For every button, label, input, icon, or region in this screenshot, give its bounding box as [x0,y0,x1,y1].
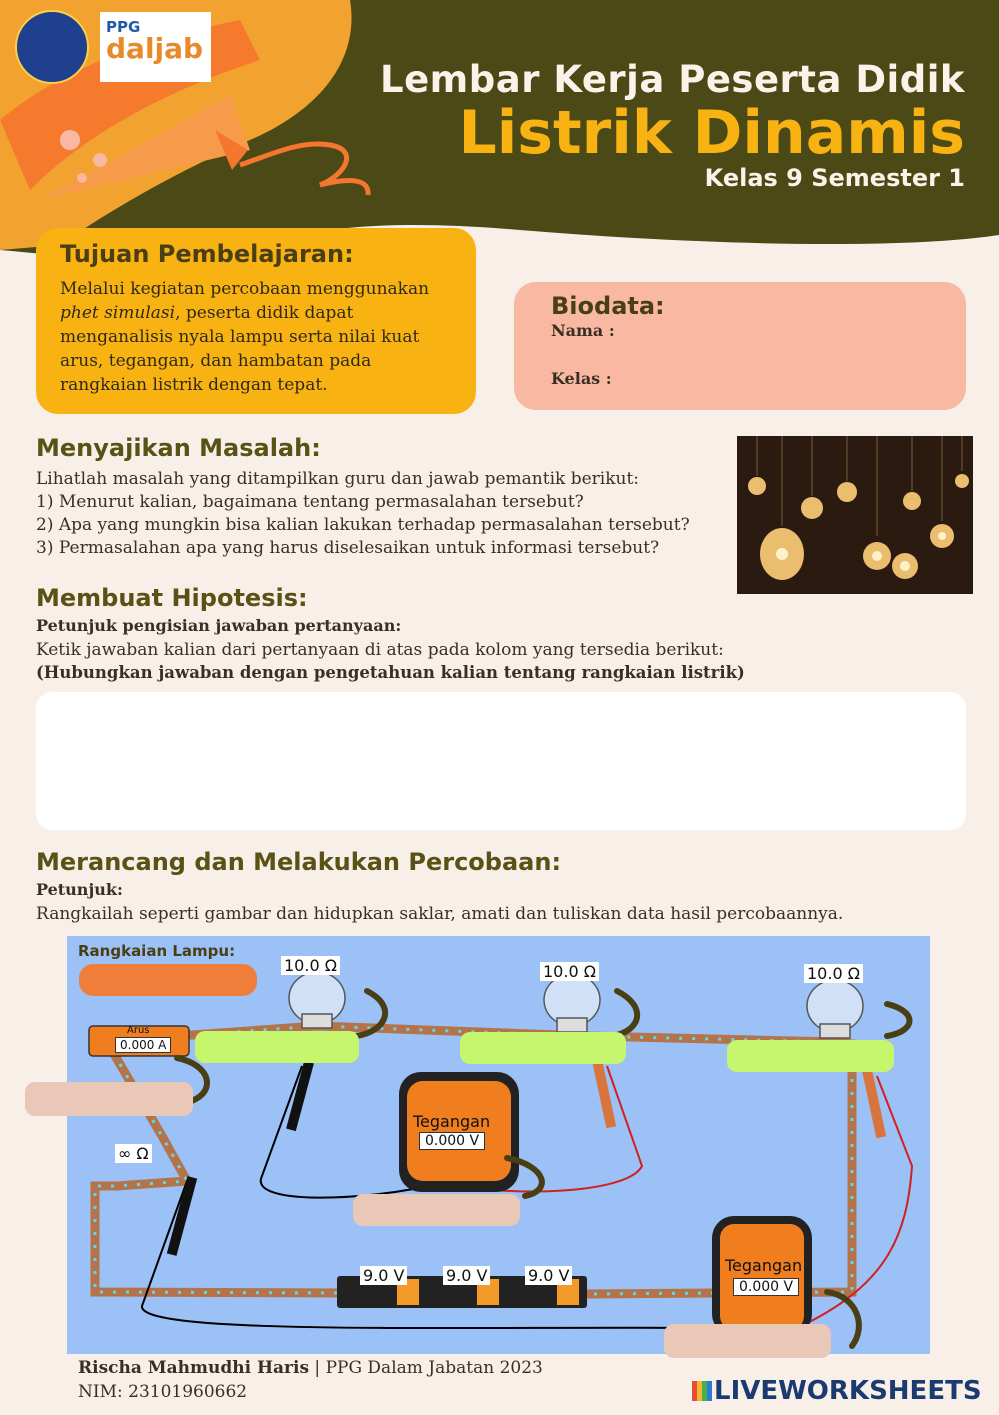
name-label: Nama : [551,321,615,340]
battery-1-voltage: 9.0 V [360,1266,407,1285]
bulb-1-resistance: 10.0 Ω [281,956,340,975]
hypothesis-instruction-heading: Petunjuk pengisian jawaban pertanyaan: [36,616,402,635]
university-logo [15,10,89,84]
learning-objective-text: Melalui kegiatan percobaan menggunakan phet simulasi, peserta didik dapat menganalisis nyala lampu serta nilai kuat arus, tegangan, dan hambatan pada rangkaian listrik dengan tepat. [60,279,430,395]
ammeter-value: 0.000 A [115,1037,171,1053]
hypothesis-answer-field[interactable] [36,692,966,830]
light-bulbs-photo [737,436,973,594]
bulb-2-resistance: 10.0 Ω [540,962,599,981]
battery-2-voltage: 9.0 V [443,1266,490,1285]
author-credit: Rischa Mahmudhi Haris | PPG Dalam Jabatan 2023 [78,1358,543,1378]
answer-field-bulb-3[interactable] [727,1040,894,1072]
voltmeter-1-title: Tegangan [413,1112,491,1131]
worksheet-title: Lembar Kerja Peserta Didik [380,58,965,101]
switch-resistance: ∞ Ω [115,1144,152,1163]
problem-section-title: Menyajikan Masalah: [36,434,321,462]
voltmeter-1-value: 0.000 V [419,1132,485,1150]
hypothesis-note: (Hubungkan jawaban dengan pengetahuan kalian tentang rangkaian listrik) [36,663,745,682]
voltmeter-2-value: 0.000 V [733,1278,799,1296]
biodata-title: Biodata: [551,292,665,320]
circuit-simulation-image [67,936,930,1354]
experiment-section-title: Merancang dan Melakukan Percobaan: [36,848,562,876]
class-label: Kelas : [551,369,612,388]
problem-line: 3) Permasalahan apa yang harus diselesaikan untuk informasi tersebut? [36,538,660,558]
circuit-diagram [67,936,930,1354]
author-nim: NIM: 23101960662 [78,1382,248,1402]
voltmeter-2-title: Tegangan [725,1256,803,1275]
problem-line: 2) Apa yang mungkin bisa kalian lakukan terhadap permasalahan tersebut? [36,515,690,535]
learning-objective-title: Tujuan Pembelajaran: [60,240,354,268]
liveworksheets-logo: LIVEWORKSHEETS [692,1376,982,1406]
bulb-3-resistance: 10.0 Ω [804,964,863,983]
answer-field-bulb-2[interactable] [460,1032,626,1064]
answer-field-bulb-1[interactable] [195,1031,359,1063]
worksheet-topic: Listrik Dinamis [458,98,965,168]
problem-line: 1) Menurut kalian, bagaimana tentang permasalahan tersebut? [36,492,584,512]
battery-3-voltage: 9.0 V [525,1266,572,1285]
answer-field-ammeter[interactable] [25,1082,193,1116]
ammeter-title: Arus [127,1025,150,1036]
hypothesis-instruction: Ketik jawaban kalian dari pertanyaan di atas pada kolom yang tersedia berikut: [36,640,724,660]
experiment-instruction-heading: Petunjuk: [36,880,123,899]
problem-questions [36,468,690,560]
circuit-label: Rangkaian Lampu: [78,942,236,960]
answer-field-title[interactable] [79,964,257,996]
worksheet-grade: Kelas 9 Semester 1 [704,164,965,192]
hypothesis-section-title: Membuat Hipotesis: [36,584,308,612]
ppg-logo-main-text: daljab [106,32,204,65]
liveworksheets-icon [692,1381,712,1401]
answer-field-voltmeter-1[interactable] [353,1194,520,1226]
problem-line: Lihatlah masalah yang ditampilkan guru dan jawab pemantik berikut: [36,469,640,489]
ppg-logo-text: PPG [106,18,141,36]
experiment-instruction: Rangkailah seperti gambar dan hidupkan saklar, amati dan tuliskan data hasil percobaannya. [36,904,844,924]
answer-field-voltmeter-2[interactable] [664,1324,831,1358]
